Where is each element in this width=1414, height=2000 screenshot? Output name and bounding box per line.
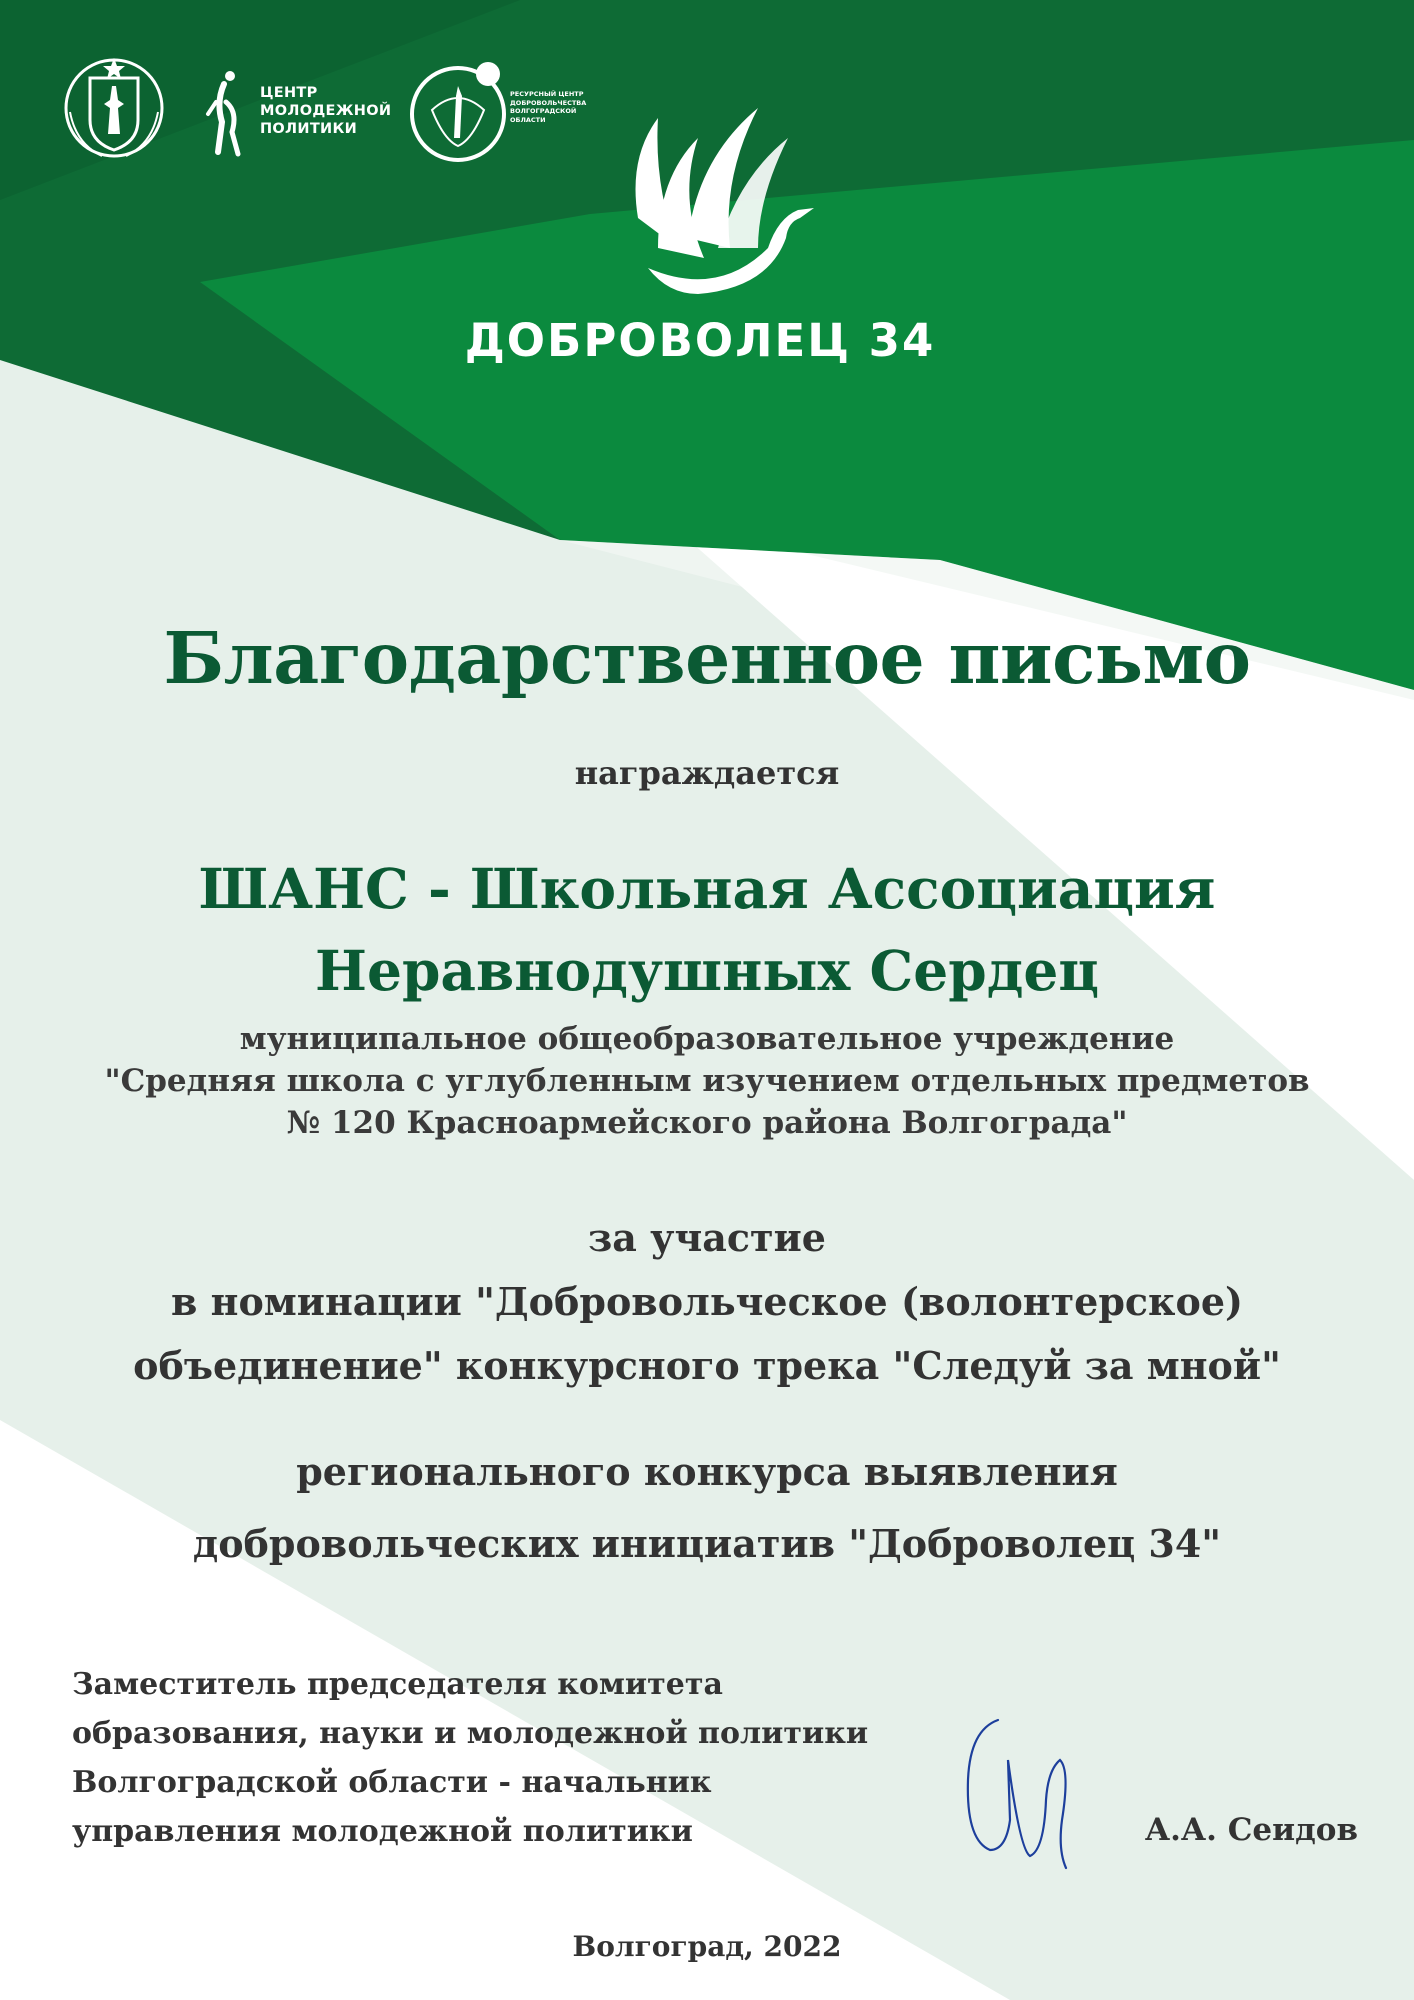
volunteer-bird-logo <box>618 98 818 308</box>
position-line: управления молодежной политики <box>72 1814 693 1849</box>
place-and-year: Волгоград, 2022 <box>572 1930 842 1963</box>
participation-line: в номинации "Добровольческое (волонтерское) <box>171 1279 1243 1324</box>
institution-line: № 120 Красноармейского района Волгограда" <box>286 1105 1128 1141</box>
signatory-position <box>72 1660 868 1856</box>
awarded-label: награждается <box>574 754 840 792</box>
recipient-name <box>0 848 1414 1012</box>
contest-line: добровольческих инициатив "Доброволец 34" <box>192 1521 1222 1566</box>
institution-line: муниципальное общеобразовательное учреждение <box>239 1021 1175 1057</box>
institution-line: "Средняя школа с углубленным изучением отдельных предметов <box>104 1063 1310 1099</box>
brand-wordmark: ДОБРОВОЛЕЦ 34 <box>464 314 936 367</box>
handwritten-signature <box>950 1700 1110 1870</box>
participation-line: за участие <box>588 1215 826 1260</box>
contest-text <box>0 1436 1414 1580</box>
recipient-name-line: Неравнодушных Сердец <box>314 938 1100 1003</box>
position-line: Заместитель председателя комитета <box>72 1667 723 1702</box>
signatory-name: А.А. Сеидов <box>1144 1812 1358 1848</box>
position-line: Волгоградской области - начальник <box>72 1765 712 1800</box>
position-line: образования, науки и молодежной политики <box>72 1716 869 1751</box>
institution-full-name <box>0 1018 1414 1144</box>
participation-line: объединение" конкурсного трека "Следуй за мной" <box>133 1343 1281 1388</box>
youth-center-label: ЦЕНТР МОЛОДЕЖНОЙ ПОЛИТИКИ <box>260 85 392 137</box>
contest-line: регионального конкурса выявления <box>296 1449 1118 1494</box>
recipient-name-line: ШАНС - Школьная Ассоциация <box>198 856 1216 921</box>
participation-text <box>0 1206 1414 1398</box>
resource-center-label: РЕСУРСНЫЙ ЦЕНТР ДОБРОВОЛЬЧЕСТВА ВОЛГОГРАДСКОЙ ОБЛАСТИ <box>510 90 587 124</box>
document-title: Благодарственное письмо <box>163 616 1251 700</box>
volgograd-region-emblem <box>62 52 166 164</box>
